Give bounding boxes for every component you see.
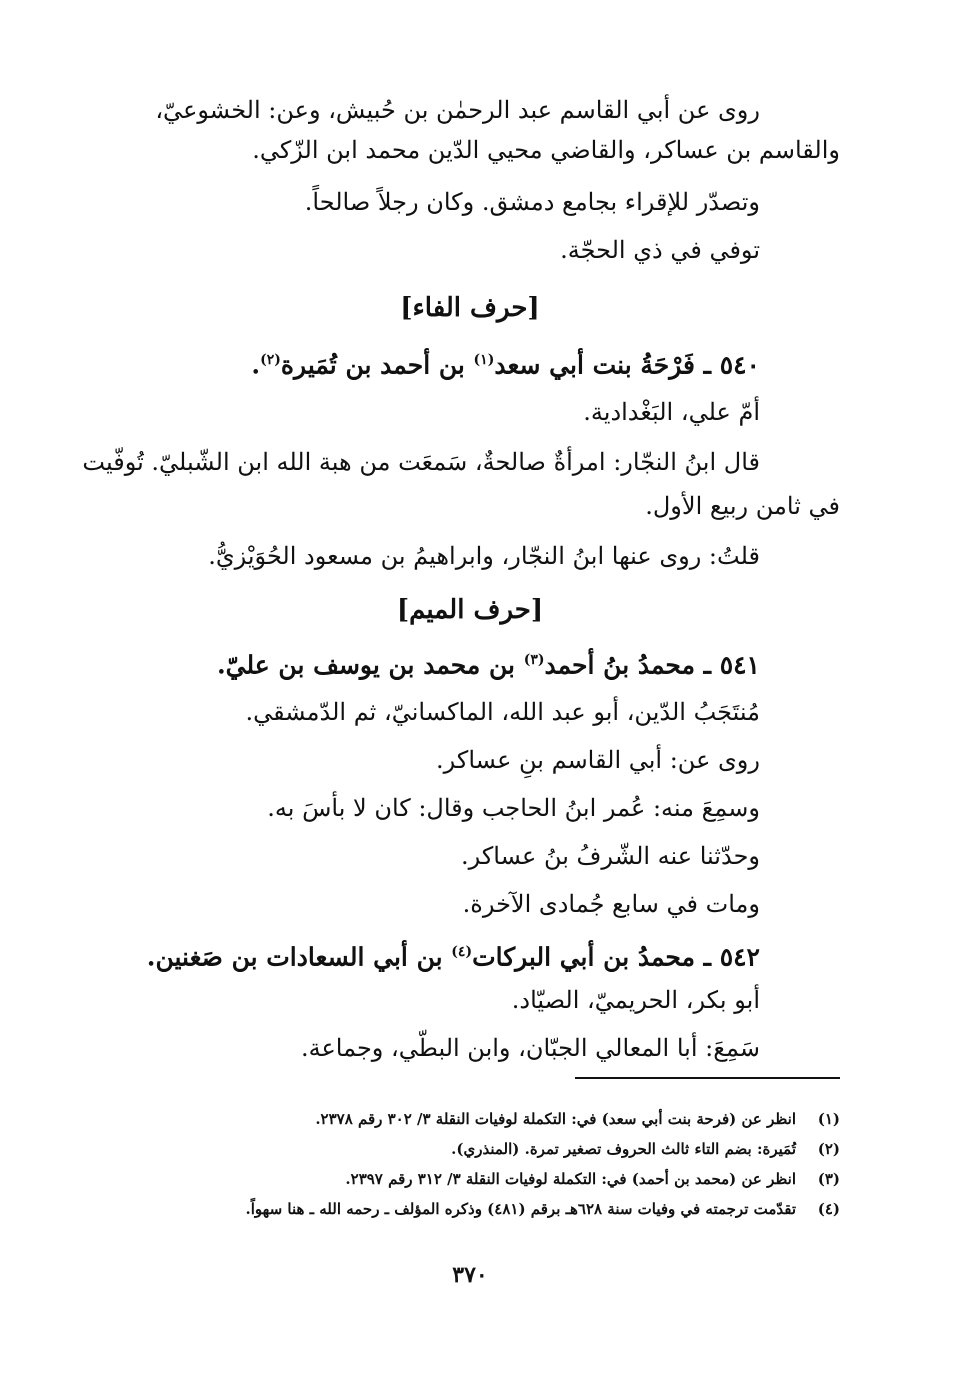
footnote-ref: (١) (473, 352, 495, 368)
text-line: روى عن أبي القاسم عبد الرحمٰن بن حُبيش، وعن: الخشوعيّ، (155, 96, 760, 124)
text-line: سَمِعَ: أبا المعالي الجبّان، وابن البطّي، وجماعة. (300, 1034, 760, 1062)
entry-name: ٥٤٢ ـ محمدُ بن أبي البركات (472, 942, 760, 972)
text-line: مُنتَجَبُ الدّين، أبو عبد الله، الماكسانيّ، ثم الدّمشقي. (245, 698, 760, 726)
footnote-number: (٣) (817, 1170, 840, 1188)
text-line: قال ابنُ النجّار: امرأةٌ صالحةٌ، سَمعَت من هبة الله ابن الشّبليّ. تُوفّيت (82, 448, 760, 476)
entry-name: ٥٤١ ـ محمدُ بنُ أحمد (544, 650, 760, 680)
footnote-number: (١) (817, 1110, 840, 1128)
footnote-ref: (٤) (451, 944, 473, 960)
entry-title-540 (251, 342, 760, 383)
footnote-ref: (٣) (523, 652, 545, 668)
text-line: في ثامن ربيع الأول. (645, 492, 840, 520)
footnote (246, 1198, 840, 1220)
footnote-text: تقدّمت ترجمته في وفيات سنة ٦٢٨هـ برقم (٤٨١) وذكره المؤلف ـ رحمه الله ـ هنا سهواً. (245, 1200, 796, 1218)
footnote-text: انظر عن (فرحة بنت أبي سعد) في: التكملة لوفيات النقلة ٣/ ٣٠٢ رقم ٢٣٧٨. (315, 1110, 796, 1128)
section-heading: [حرف الفاء] (400, 293, 540, 323)
text-line: والقاسم بن عساكر، والقاضي محيي الدّين محمد ابن الزّكي. (252, 136, 840, 164)
footnote-text: انظر عن (محمد بن أحمد) في: التكملة لوفيات النقلة ٣/ ٣١٢ رقم ٢٣٩٧. (345, 1170, 796, 1188)
text-line: روى عن: أبي القاسم بنِ عساكر. (436, 746, 760, 774)
text-line: وحدّثنا عنه الشّرفُ بنُ عساكر. (460, 842, 760, 870)
text-line: وسمِعَ منه: عُمر ابنُ الحاجب وقال: كان لا بأسَ به. (267, 794, 760, 822)
text-line: توفي في ذي الحجّة. (560, 236, 760, 264)
text-line: أبو بكر، الحريميّ، الصيّاد. (511, 986, 760, 1014)
text-line: وتصدّر للإقراء بجامع دمشق. وكان رجلاً صالحاً. (304, 188, 760, 216)
entry-end: . (251, 350, 261, 380)
entry-name-cont: بن أبي السعادات بن صَغنين. (146, 942, 452, 972)
footnote-separator (575, 1077, 840, 1079)
footnote (315, 1108, 840, 1130)
entry-name-cont: بن محمد بن يوسف بن عليّ. (216, 650, 524, 680)
entry-name: ٥٤٠ ـ فَرْحَةُ بنت أبي سعد (494, 350, 760, 380)
footnote-text: تُمَيرة: بضم التاء ثالث الحروف تصغير تمرة. (المنذري). (451, 1140, 796, 1158)
footnote (451, 1138, 840, 1160)
text-line: أمّ علي، البَغْدادية. (583, 398, 760, 426)
text-line: ومات في سابع جُمادى الآخرة. (462, 890, 760, 918)
page-number: ٣٧٠ (452, 1262, 488, 1288)
entry-title-541 (217, 642, 760, 683)
entry-name-cont: بن أحمد بن تُمَيرة (280, 350, 474, 380)
footnote-ref: (٢) (260, 352, 281, 368)
footnote (345, 1168, 840, 1190)
entry-title-542 (147, 934, 760, 975)
footnote-number: (٢) (817, 1140, 840, 1158)
text-line: قلتُ: روى عنها ابنُ النجّار، وابراهيمُ بن مسعود الحُوَيْزيُّ. (208, 542, 760, 570)
footnote-number: (٤) (817, 1200, 840, 1218)
section-heading: [حرف الميم] (396, 595, 544, 625)
